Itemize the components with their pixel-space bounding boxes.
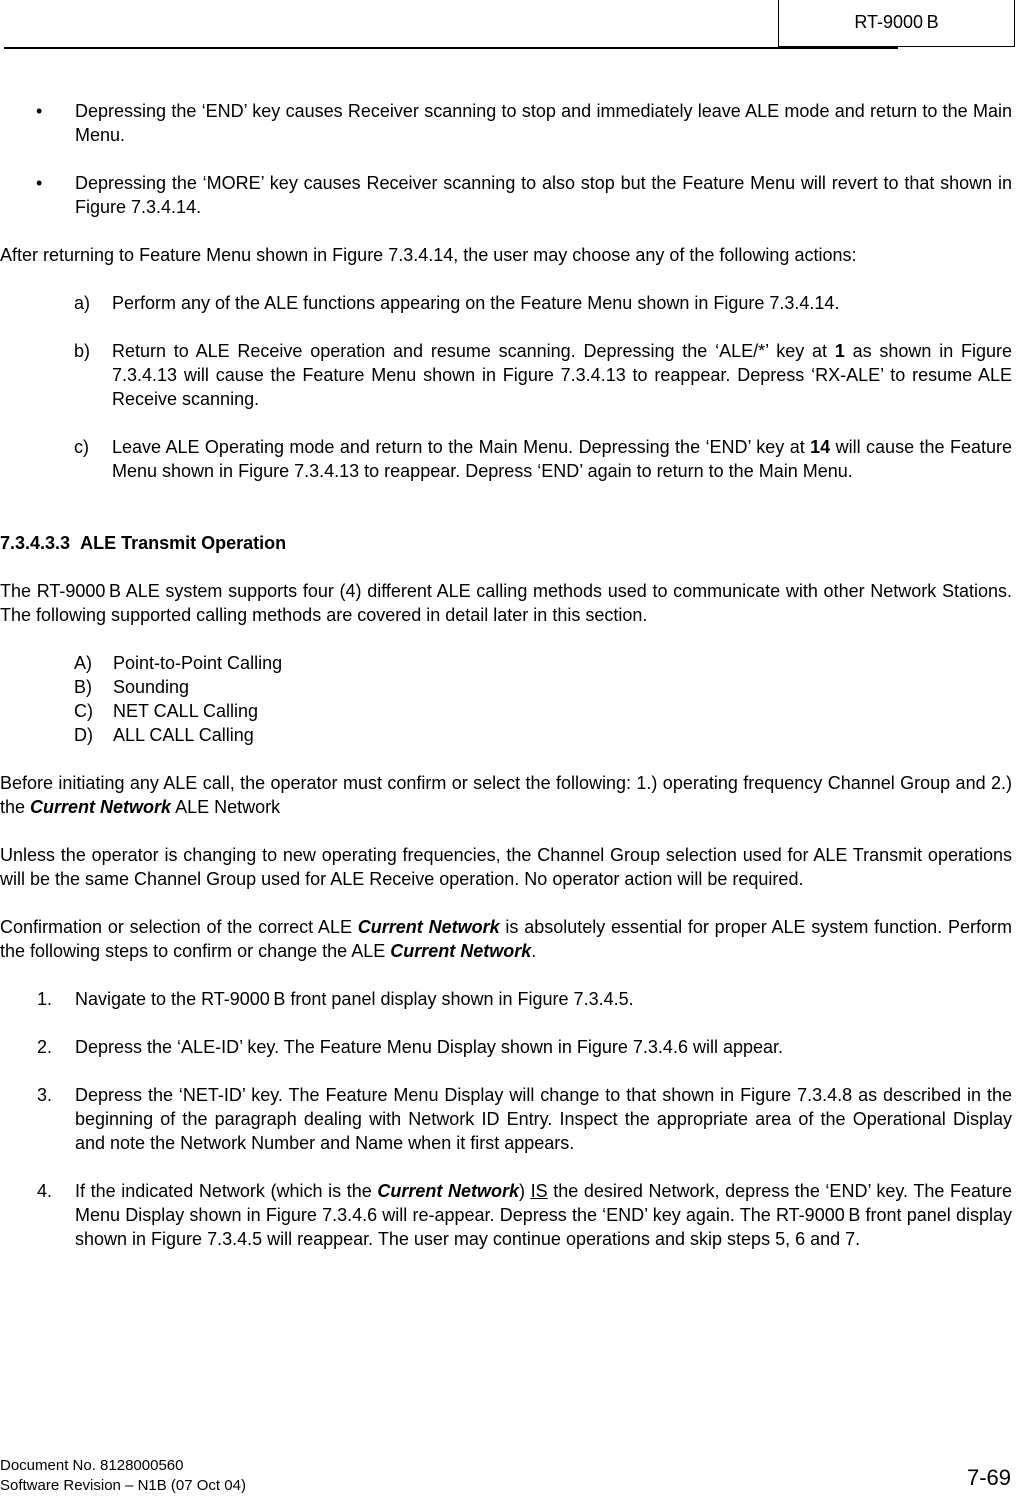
- action-label: a): [74, 293, 91, 313]
- paragraph-text: .: [531, 941, 537, 961]
- method-label: C): [74, 701, 93, 721]
- key-reference: 1: [834, 341, 845, 361]
- step-label: 2.: [37, 1037, 53, 1057]
- paragraph-text: Confirmation or selection of the correct ALE: [0, 917, 358, 937]
- action-text-part: will cause the Feature Menu shown in Figure 7.3.4.13 to reappear. Depress ‘END’ again to return to the Main Menu.: [112, 437, 1012, 481]
- step-text: Depress the ‘ALE-ID’ key. The Feature Menu Display shown in Figure 7.3.4.6 will appear.: [75, 1037, 784, 1057]
- section-number: 7.3.4.3.3: [0, 533, 71, 553]
- step-text: the desired Network, depress the ‘END’ key. The Feature Menu Display shown in Figure 7.3.4.6 will re-appear. Depress the ‘END’ key again. The RT-9000 B front panel display shown in Figure 7.3.4.5 will reappear. The user may continue operations and skip steps 5, 6 and 7.: [75, 1181, 1012, 1249]
- footer-document-no: Document No. 8128000560: [0, 1457, 184, 1474]
- step-text: ): [519, 1181, 531, 1201]
- section-heading: [0, 531, 1012, 555]
- step-item-2: [0, 1035, 1012, 1059]
- method-item: [0, 675, 1012, 699]
- after-returning-paragraph: After returning to Feature Menu shown in Figure 7.3.4.14, the user may choose any of the following actions:: [0, 245, 857, 265]
- emphasis-current-network: Current Network: [30, 797, 172, 817]
- method-label: B): [74, 677, 92, 697]
- method-item: [0, 699, 1012, 723]
- emphasis-current-network: Current Network: [390, 941, 532, 961]
- method-text: NET CALL Calling: [113, 701, 259, 721]
- bullet-item: [0, 171, 1012, 219]
- confirmation-paragraph: [0, 915, 1012, 963]
- action-label: c): [74, 437, 89, 457]
- footer-page-number: 7-69: [966, 1465, 1011, 1490]
- footer-document-info: [0, 1456, 246, 1496]
- paragraph-text: is absolutely essential for proper ALE system function. Perform the following steps to confirm or change the ALE: [0, 917, 1013, 961]
- step-text: Navigate to the RT-9000 B front panel display shown in Figure 7.3.4.5.: [75, 989, 634, 1009]
- step-item-4: [0, 1179, 1012, 1251]
- bullet-text: Depressing the ‘MORE’ key causes Receiver scanning to also stop but the Feature Menu will revert to that shown in Figure 7.3.4.14.: [75, 173, 1012, 217]
- page-content: [0, 99, 1012, 1251]
- method-text: ALL CALL Calling: [113, 725, 254, 745]
- paragraph-text: ALE Network: [171, 797, 281, 817]
- action-item-b: [0, 339, 1012, 411]
- step-label: 3.: [37, 1085, 53, 1105]
- method-label: D): [74, 725, 93, 745]
- step-label: 1.: [37, 989, 53, 1009]
- before-initiating-paragraph: [0, 771, 1012, 819]
- bullet-text: Depressing the ‘END’ key causes Receiver scanning to stop and immediately leave ALE mode and return to the Main Menu.: [75, 101, 1012, 145]
- step-item-3: [0, 1083, 1012, 1155]
- action-item-a: [0, 291, 1012, 315]
- action-label: b): [74, 341, 91, 361]
- paragraph-text: Before initiating any ALE call, the operator must confirm or select the following: 1.) operating frequency Channel Group and 2.) the: [0, 773, 1012, 817]
- emphasis-current-network: Current Network: [357, 917, 500, 937]
- method-item: [0, 651, 1012, 675]
- method-label: A): [74, 653, 92, 673]
- footer-software-revision: Software Revision – N1B (07 Oct 04): [0, 1477, 246, 1494]
- bullet-item: [0, 99, 1012, 147]
- header-rule: [4, 47, 898, 49]
- action-text-part: as shown in Figure 7.3.4.13 will cause the Feature Menu shown in Figure 7.3.4.13 to reappear. Depress ‘RX-ALE’ to resume ALE Receive scanning.: [112, 341, 1013, 409]
- header-model: RT-9000 B: [854, 12, 939, 32]
- step-text: Depress the ‘NET-ID’ key. The Feature Menu Display will change to that shown in Figure 7.3.4.8 as described in the beginning of the paragraph dealing with Network ID Entry. Inspect the appropriate area of the Operational Display and note the Network Number and Name when it first appears.: [75, 1085, 1012, 1153]
- method-text: Point-to-Point Calling: [113, 653, 283, 673]
- underlined-is: IS: [530, 1181, 548, 1201]
- key-reference: 14: [810, 437, 831, 457]
- bullet-icon: •: [36, 101, 43, 121]
- method-item: [0, 723, 1012, 747]
- action-item-c: [0, 435, 1012, 483]
- unless-paragraph: Unless the operator is changing to new operating frequencies, the Channel Group selection used for ALE Transmit operations will be the same Channel Group used for ALE Receive operation. No operator action will be required.: [0, 845, 1012, 889]
- step-text: If the indicated Network (which is the: [75, 1181, 378, 1201]
- action-text-part: Leave ALE Operating mode and return to the Main Menu. Depressing the ‘END’ key at: [112, 437, 811, 457]
- intro-paragraph: The RT-9000 B ALE system supports four (4) different ALE calling methods used to communicate with other Network Stations. The following supported calling methods are covered in detail later in this section.: [0, 581, 1012, 625]
- action-text: Perform any of the ALE functions appearing on the Feature Menu shown in Figure 7.3.4.14.: [112, 293, 840, 313]
- method-text: Sounding: [113, 677, 190, 697]
- emphasis-current-network: Current Network: [377, 1181, 520, 1201]
- section-title: ALE Transmit Operation: [80, 533, 287, 553]
- header-model-box: [778, 0, 1015, 47]
- action-text-part: Return to ALE Receive operation and resume scanning. Depressing the ‘ALE/*’ key at: [112, 341, 835, 361]
- step-item-1: [0, 987, 1012, 1011]
- bullet-icon: •: [36, 173, 43, 193]
- step-label: 4.: [37, 1181, 53, 1201]
